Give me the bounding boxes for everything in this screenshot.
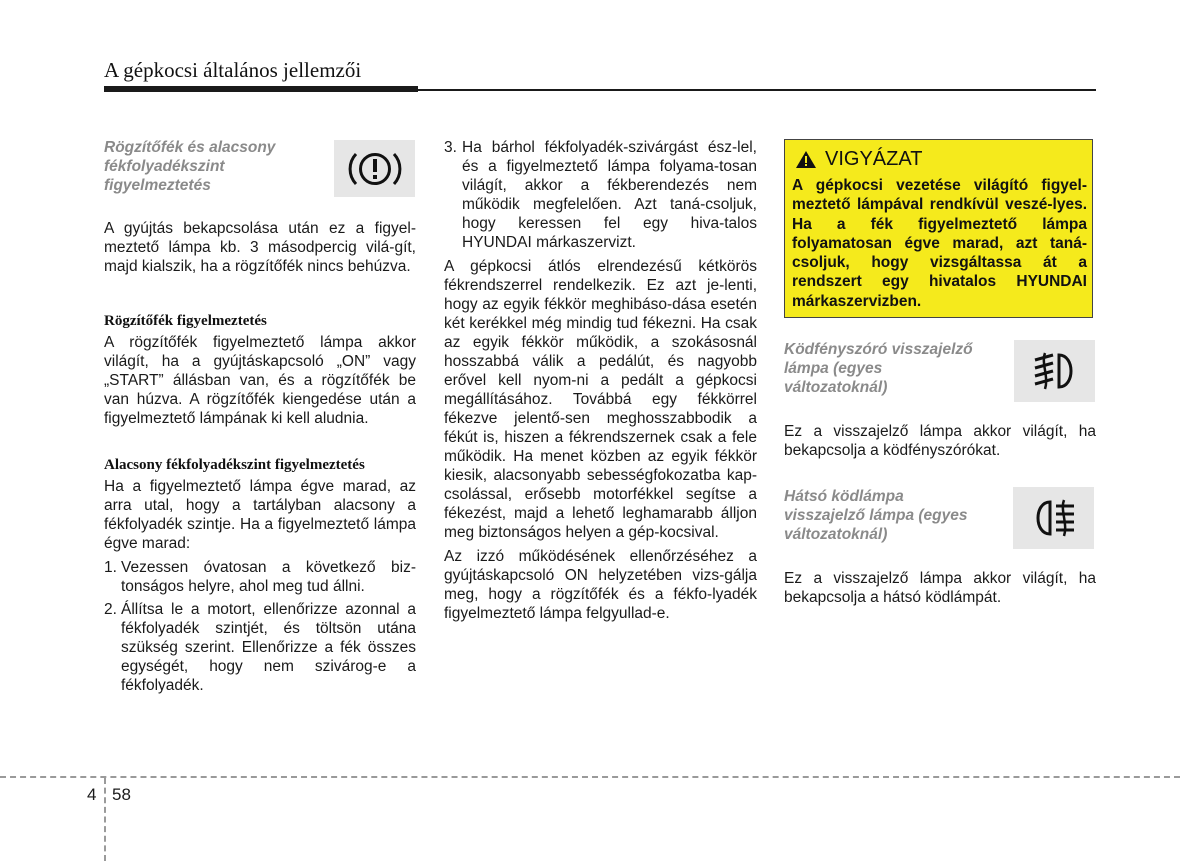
brake-intro-paragraph: A gyújtás bekapcsolása után ez a figyel-meztető lámpa kb. 3 másodpercig vilá-gít, majd kialszik, ha a rögzítőfék nincs behúzva. <box>104 220 416 275</box>
list-item: 2. Állítsa le a motort, ellenőrizze azonnal a fékfolyadék szintjét, és töltsön utána szükség szerint. Ellenőrizze a fék összes egységét, hogy nem szivárog-e a fékfolyadék. <box>104 601 416 694</box>
rear-fog-light-icon <box>1013 487 1094 549</box>
middle-column <box>444 138 757 623</box>
footer-vertical-rule <box>104 778 106 861</box>
brake-steps-continued <box>444 138 757 252</box>
chapter-number: 4 <box>87 785 97 804</box>
rear-fog-title: Hátsó ködlámpa visszajelző lámpa (egyes változatoknál) <box>784 488 968 543</box>
page-number: 58 <box>112 785 131 804</box>
caution-header <box>795 148 922 171</box>
bulb-check-paragraph: Az izzó működésének ellenőrzéséhez a gyújtáskapcsoló ON helyzetében vizs-gálja meg, hogy a rögzítőfék és a fékfo-lyadék figyelmeztető lámpa felgyullad-e. <box>444 548 757 622</box>
low-fluid-steps <box>104 558 416 695</box>
front-fog-light-icon <box>1014 340 1095 402</box>
dual-circuit-paragraph: A gépkocsi átlós elrendezésű kétkörös fékrendszerrel rendelkezik. Ez azt je-lenti, hogy az egyik fékkör meghibáso-dása esetén két kerékkel még mindig tud fékezni. Ha csak az egyik fékkör működik, a szokásosnál hosszabbá válik a pedálút, és nagyobb erővel kell nyom-ni a pedált a gépkocsi megállításához. Továbbá egy fékkörrel fékezve jelentő-sen meghosszabbodik a fékút is, hiszen a fékrendszernek csak a fele működik. Ha menet közben az egyik fékkör kiesik, alacsonyabb sebességfokozatba kap-csolással, erősebb motorfékkel segítse a fékezést, majd a lehető leghamarabb álljon meg biztonságos helyen a gép-kocsival. <box>444 258 757 541</box>
list-item: 1. Vezessen óvatosan a következő biz-tonságos helyre, ahol meg tud állni. <box>104 559 416 595</box>
header-rule-thin <box>418 89 1096 91</box>
warning-triangle-icon <box>795 150 817 169</box>
page-header-title: A gépkocsi általános jellemzői <box>104 58 362 82</box>
rear-fog-paragraph: Ez a visszajelző lámpa akkor világít, ha bekapcsolja a hátsó ködlámpát. <box>784 570 1096 606</box>
low-fluid-subheading: Alacsony fékfolyadékszint figyelmeztetés <box>104 457 365 473</box>
caution-box <box>784 139 1093 318</box>
low-fluid-paragraph: Ha a figyelmeztető lámpa égve marad, az arra utal, hogy a tartályban alacsony a fékfolyadék szintje. Ha a figyelmeztető lámpa égve marad: <box>104 478 416 552</box>
caution-title: VIGYÁZAT <box>825 148 923 170</box>
caution-text: A gépkocsi vezetése világító figyel-meztető lámpával rendkívül veszé-lyes. Ha a fék figyelmeztető lámpa folyamatosan égve marad, azt taná-csoljuk, hogy vizsgáltassa át a rendszert egy hivatalos HYUNDAI márkaszervizben. <box>792 177 1087 310</box>
front-fog-paragraph: Ez a visszajelző lámpa akkor világít, ha bekapcsolja a ködfényszórókat. <box>784 423 1096 459</box>
front-fog-title: Ködfényszóró visszajelző lámpa (egyes változatoknál) <box>784 341 973 396</box>
parking-brake-paragraph: A rögzítőfék figyelmeztető lámpa akkor világít, ha a gyújtáskapcsoló „ON” vagy „START” állásban van, és a rögzítőfék be van húzva. A rögzítőfék kiengedése után a figyelmeztető lámpának ki kell aludnia. <box>104 334 416 427</box>
footer-rule <box>0 776 1180 778</box>
section-title-brake-warning: Rögzítőfék és alacsony fékfolyadékszint figyelmeztetés <box>104 139 276 194</box>
left-column <box>104 138 416 695</box>
parking-brake-subheading: Rögzítőfék figyelmeztetés <box>104 313 267 329</box>
header-rule-thick <box>104 86 418 92</box>
list-item: 3. Ha bárhol fékfolyadék-szivárgást ész-lel, és a figyelmeztető lámpa folyama-tosan világít, akkor a fékberendezés nem működik megfelelően. Azt taná-csoljuk, hogy keressen fel egy hiva-talos HYUNDAI márkaszervizt. <box>444 139 757 251</box>
brake-warning-icon <box>334 140 415 197</box>
